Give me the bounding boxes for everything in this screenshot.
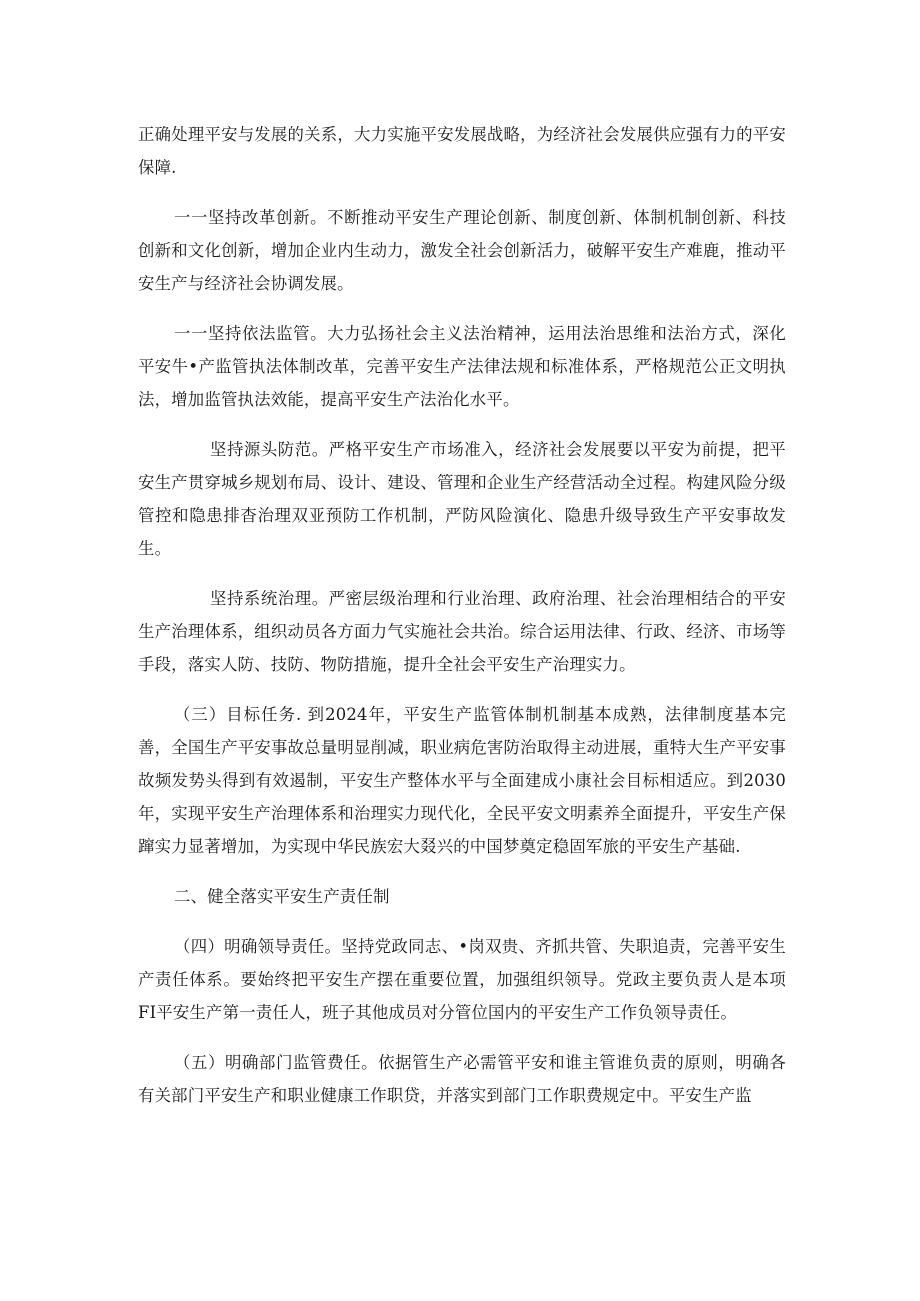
section-heading: 二、健全落实平安生产责任制 [174, 887, 390, 906]
paragraph-continuation: 正确处理平安与发展的关系，大力实施平安发展战略，为经济社会发展供应强有力的平安保障. [138, 125, 786, 177]
paragraph-department-responsibility: （五）明确部门监管费任。依据管生产必需管平安和谁主管谁负责的原则，明确各有关部门平安生产和职业健康工作职贷，并落实到部门工作职费规定中。平安生产监 [138, 1053, 786, 1105]
document-body [138, 118, 786, 1129]
paragraph-goals-tasks: （三）目标任务. 到2024年，平安生产监管体制机制基本成熟，法律制度基本完善，全国生产平安事故总量明显削减，职业病危害防治取得主动进展，重特大生产平安事故频发势头得到有效遏制，平安生产整体水平与全面建成小康社会目标相适应。到2030年，实现平安生产治理体系和治理实力现代化，全民平安文明素养全面提升，平安生产保蹿实力显著增加，为实现中华民族宏大叕兴的中国梦奠定稳固军旅的平安生产基础. [138, 705, 786, 856]
paragraph-reform-innovation: 一一坚持改革创新。不断推动平安生产理论创新、制度创新、体制机制创新、科技创新和文化创新，增加企业内生动力，激发全社会创新活力，破解平安生产难鹿，推动平安生产与经济社会协调发展。 [138, 208, 786, 293]
paragraph-system-governance: 坚持系统治理。严密层级治理和行业治理、政府治理、社会治理相结合的平安生产治理体系，组织动员各方面力气实施社会共治。综合运用法律、行政、经济、市场等手段，落实人防、技防、物防措施，提升全社会平安生产治理实力。 [138, 589, 786, 674]
paragraph-leadership-responsibility: （四）明确领导责任。坚持党政同志、•岗双贵、齐抓共管、失职追责，完善平安生产责任体系。要始终把平安生产摆在重要位置，加强组织领导。党政主要负责人是本项FI平安生产第一责任人，班子其他成员对分管位国内的平安生产工作负领导责任。 [138, 937, 786, 1022]
paragraph-law-supervision: 一一坚持依法监管。大力弘扬社会主义法治精神，运用法治思维和法治方式，深化平安牛•产监管执法体制改革，完善平安生产法律法规和标准体系，严格规范公正文明执法，增加监管执法效能，提高平安生产法治化水平。 [138, 324, 786, 409]
paragraph-source-prevention: 坚持源头防范。严格平安生产市场准入，经济社会发展要以平安为前提，把平安生产贯穿城乡规划布局、设计、建设、管理和企业生产经营活动全过程。构建风险分级管控和隐患排杳治理双亚预防工作机制，严防风险演化、隐患升级导致生产平安事故发生。 [138, 440, 786, 558]
